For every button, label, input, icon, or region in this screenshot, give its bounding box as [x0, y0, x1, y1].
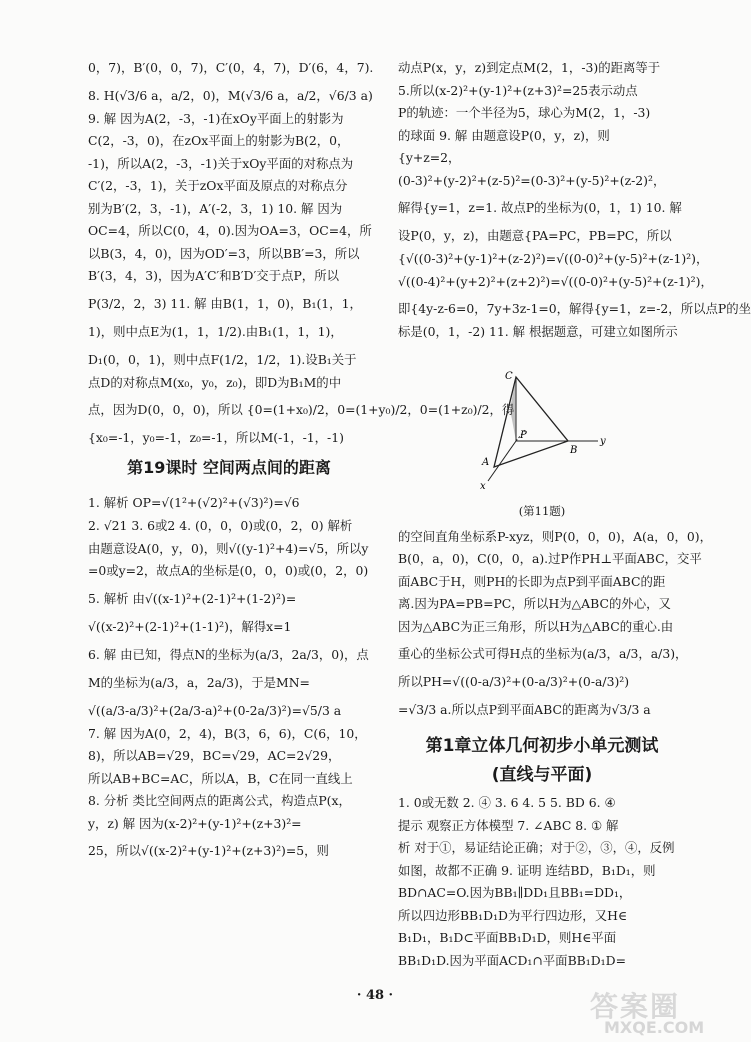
lesson-heading: 第19课时 空间两点间的距离: [127, 458, 331, 477]
text-line: 设P(0，y，z)，由题意{PA=PC，PB=PC，所以: [398, 228, 672, 243]
text-line: 即{4y-z-6=0，7y+3z-1=0，解得{y=1，z=-2，所以点P的坐: [398, 301, 751, 316]
text-line: P(3/2，2，3) 11. 解 由B(1，1，0)，B₁(1，1，: [88, 295, 362, 311]
label-a: A: [482, 456, 490, 468]
text-line: 1. 解析 OP=√(1²+(√2)²+(√3)²)=√6: [88, 495, 300, 510]
right-text-block: [398, 60, 751, 339]
text-line: 重心的坐标公式可得H点的坐标为(a/3，a/3，a/3)，: [398, 646, 688, 661]
text-line: M的坐标为(a/3，a，2a/3)，于是MN=: [88, 674, 310, 690]
label-p: P: [520, 429, 527, 441]
text-line: 解得{y=1，z=1. 故点P的坐标为(0，1，1) 10. 解: [398, 200, 682, 215]
text-line: 2. √21 3. 6或2 4. (0，0，0)或(0，2，0) 解析: [88, 518, 353, 533]
text-line: 提示 观察正方体模型 7. ∠ABC 8. ① 解: [398, 817, 619, 833]
text-line: y，z) 解 因为(x-2)²+(y-1)²+(z+3)²=: [88, 815, 302, 831]
text-line: C(2，-3，0)，在zOx平面上的射影为B(2，0，: [88, 133, 350, 148]
text-line: √((a/3-a/3)²+(2a/3-a)²+(0-2a/3)²)=√5/3 a: [88, 702, 342, 718]
text-line: 所以PH=√((0-a/3)²+(0-a/3)²+(0-a/3)²): [398, 674, 630, 689]
text-line: B₁D₁，B₁D⊂平面BB₁D₁D，则H∈平面: [398, 930, 617, 945]
text-line: √((x-2)²+(2-1)²+(1-1)²)，解得x=1: [88, 618, 292, 634]
chapter-subheading: (直线与平面): [491, 765, 593, 785]
label-y: y: [600, 435, 606, 447]
text-line: 以B(3，4，0)，因为OD′=3，所以BB′=3，所以: [88, 245, 360, 261]
text-line: 析 对于①，易证结论正确；对于②，③，④，反例: [398, 840, 675, 855]
text-line: 如图，故都不正确 9. 证明 连结BD，B₁D₁，则: [398, 862, 656, 878]
text-line: BD∩AC=O.因为BB₁∥DD₁且BB₁=DD₁，: [398, 885, 632, 900]
text-line: 6. 解 由已知，得点N的坐标为(a/3，2a/3，0)，点: [88, 646, 369, 662]
text-line: =√3/3 a.所以点P到平面ABC的距离为√3/3 a: [398, 702, 651, 717]
text-line: 25，所以√((x-2)²+(y-1)²+(z+3)²)=5，则: [88, 843, 329, 858]
text-line: 1. 0或无数 2. ④ 3. 6 4. 5 5. BD 6. ④: [398, 795, 616, 810]
text-line: C′(2，-3，1)，关于zOx平面及原点的对称点分: [88, 178, 348, 193]
text-line: 7. 解 因为A(0，2，4)，B(3，6，6)，C(6，10，: [88, 725, 367, 741]
text-line: P的轨迹：一个半径为5，球心为M(2，1，-3): [398, 105, 651, 120]
text-line: 的球面 9. 解 由题意设P(0，y，z)，则: [398, 127, 610, 143]
coordinate-figure: [468, 349, 618, 499]
text-line: 9. 解 因为A(2，-3，-1)在xOy平面上的射影为: [88, 110, 344, 126]
watermark-logo: 答案圈: [590, 990, 681, 1023]
text-line: -1)，所以A(2，-3，-1)关于xOy平面的对称点为: [88, 155, 354, 171]
text-line: {√((0-3)²+(y-1)²+(z-2)²)=√((0-0)²+(y-5)²+(z-1)²)，: [398, 251, 709, 266]
text-line: 离.因为PA=PB=PC，所以H为△ABC的外心，又: [398, 596, 671, 611]
text-line: 点D的对称点M(x₀，y₀，z₀)，即D为B₁M的中: [88, 374, 342, 390]
text-line: 标是(0，1，-2) 11. 解 根据题意，可建立如图所示: [398, 324, 678, 339]
text-line: 5. 解析 由√((x-1)²+(2-1)²+(1-2)²)=: [88, 590, 297, 606]
text-line: B(0，a，0)，C(0，0，a).过P作PH⊥平面ABC，交平: [398, 551, 702, 566]
text-line: 所以四边形BB₁D₁D为平行四边形，又H∈: [398, 907, 628, 923]
watermark-url: MXQE.COM: [604, 1018, 705, 1037]
text-line: D₁(0，0，1)，则中点F(1/2，1/2，1).设B₁关于: [88, 351, 357, 367]
text-line: {y+z=2，: [398, 150, 461, 165]
text-line: 由题意设A(0，y，0)，则√((y-1)²+4)=√5，所以y: [88, 540, 369, 556]
left-text-block-2: [88, 492, 370, 862]
text-line: 所以AB+BC=AC，所以A，B，C在同一直线上: [88, 770, 353, 786]
text-line: 因为△ABC为正三角形，所以H为△ABC的重心.由: [398, 618, 674, 634]
text-line: =0或y=2，故点A的坐标是(0，0，0)或(0，2，0): [88, 563, 369, 578]
text-line: 8. H(√3/6 a，a/2，0)，M(√3/6 a，a/2，√6/3 a): [88, 87, 373, 103]
chapter-heading: 第1章立体几何初步小单元测试: [425, 736, 659, 756]
figure-11: [398, 349, 686, 499]
text-line: 8)，所以AB=√29，BC=√29，AC=2√29，: [88, 748, 341, 763]
label-x: x: [480, 480, 486, 492]
right-text-block-3: [398, 797, 686, 968]
text-line: √((0-4)²+(y+2)²+(z+2)²)=√((0-0)²+(y-5)²+(z-1)²)，: [398, 273, 713, 289]
right-column: [398, 60, 751, 977]
text-line: 的空间直角坐标系P-xyz，则P(0，0，0)，A(a，0，0)，: [398, 528, 713, 544]
text-line: 8. 分析 类比空间两点的距离公式，构造点P(x，: [88, 793, 351, 808]
right-text-block-2: [398, 528, 713, 722]
page-number: · 48 ·: [356, 988, 394, 1003]
triangle-abc: [494, 377, 568, 467]
text-line: 面ABC于H，则PH的长即为点P到平面ABC的距: [398, 573, 666, 589]
text-line: B′(3，4，3)，因为A′C′和B′D′交于点P，所以: [88, 268, 339, 283]
text-line: 1)，则中点E为(1，1，1/2).由B₁(1，1，1)，: [88, 323, 343, 339]
figure-caption: (第11题): [518, 503, 566, 518]
text-line: 0，7)，B′(0，0，7)，C′(0，4，7)，D′(6，4，7).: [88, 60, 374, 75]
text-line: BB₁D₁D.因为平面ACD₁∩平面BB₁D₁D=: [398, 952, 626, 968]
text-line: 5.所以(x-2)²+(y-1)²+(z+3)²=25表示动点: [398, 82, 638, 98]
text-line: (0-3)²+(y-2)²+(z-5)²=(0-3)²+(y-5)²+(z-2)²，: [398, 172, 666, 188]
label-c: C: [505, 370, 513, 382]
text-line: OC=4，所以C(0，4，0).因为OA=3，OC=4，所: [88, 223, 372, 238]
text-line: 点，因为D(0，0，0)，所以 {0=(1+x₀)/2，0=(1+y₀)/2，0=(1+z₀)/2，得: [88, 402, 515, 417]
text-line: 别为B′(2，3，-1)，A′(-2，3，1) 10. 解 因为: [88, 200, 343, 216]
label-b: B: [570, 444, 578, 456]
text-line: {x₀=-1，y₀=-1，z₀=-1，所以M(-1，-1，-1): [88, 430, 344, 445]
text-line: 动点P(x，y，z)到定点M(2，1，-3)的距离等于: [398, 60, 661, 75]
